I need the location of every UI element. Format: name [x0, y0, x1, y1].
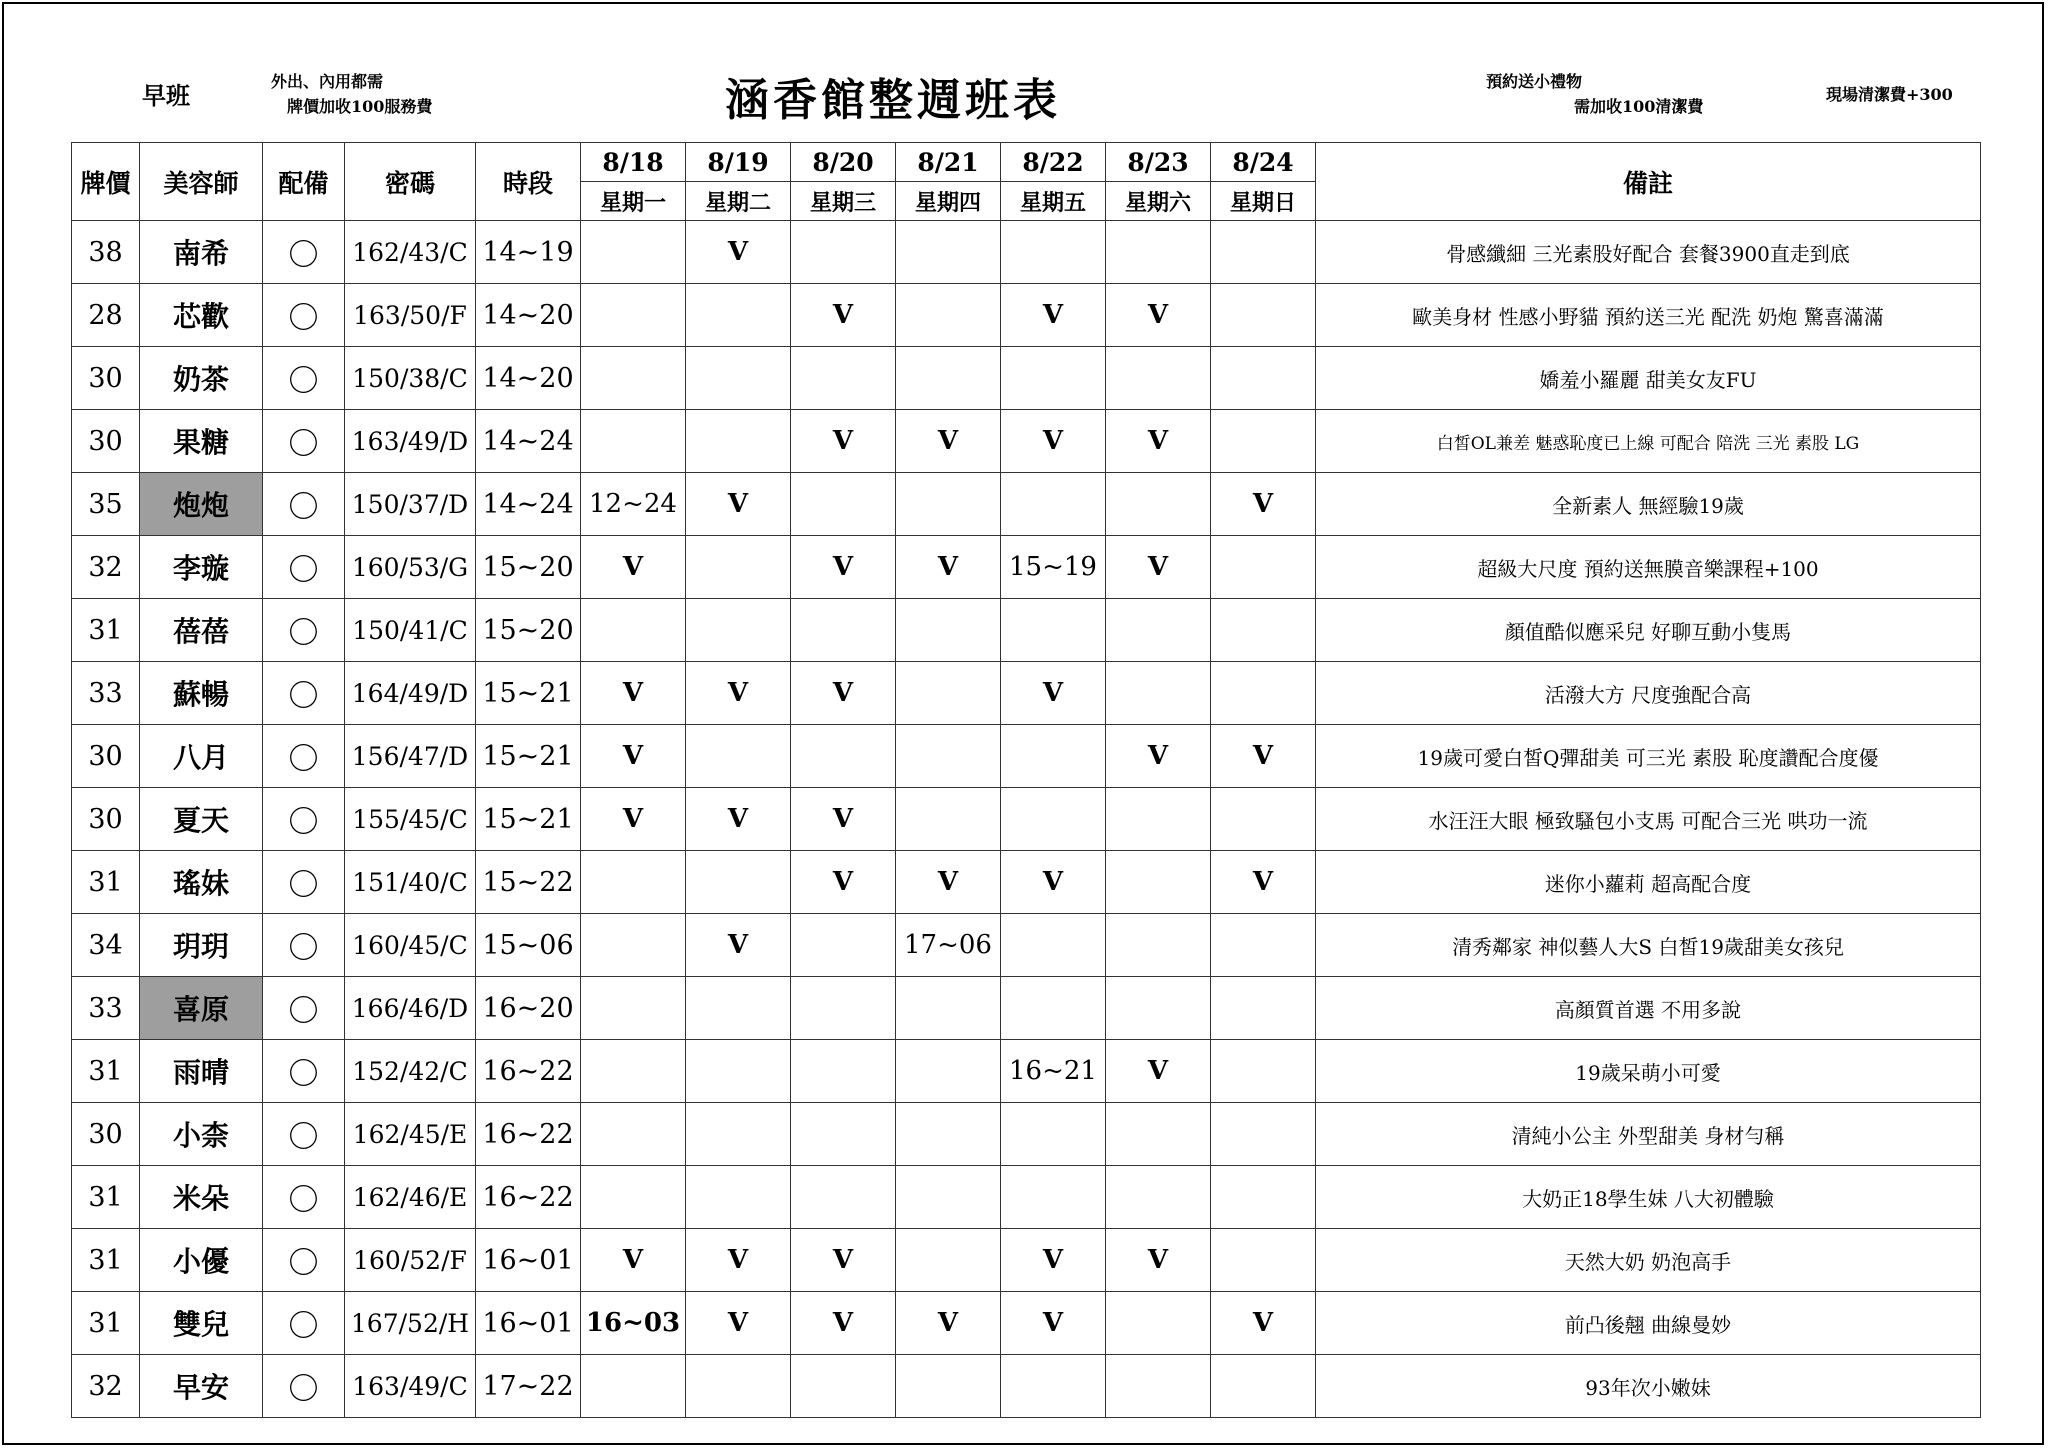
equip-circle: 〇	[263, 914, 345, 977]
price-cell: 31	[72, 1229, 140, 1292]
page-title: 涵香館整週班表	[725, 75, 1061, 126]
price-cell: 30	[72, 788, 140, 851]
hours-cell: 16~01	[476, 1229, 581, 1292]
table-row	[72, 1103, 1981, 1166]
day-cell	[1211, 662, 1316, 725]
day-cell: V	[1211, 725, 1316, 788]
code-cell: 152/42/C	[345, 1040, 476, 1103]
equip-circle: 〇	[263, 788, 345, 851]
day-cell	[896, 977, 1001, 1040]
day-cell	[1106, 977, 1211, 1040]
beautician-name: 蓓蓓	[140, 599, 263, 662]
day-cell	[581, 410, 686, 473]
hours-cell: 15~21	[476, 788, 581, 851]
equip-circle: 〇	[263, 725, 345, 788]
hours-cell: 16~22	[476, 1040, 581, 1103]
day-cell	[581, 221, 686, 284]
equip-circle: 〇	[263, 1292, 345, 1355]
day-cell	[1001, 788, 1106, 851]
day-cell: V	[1106, 410, 1211, 473]
day-cell	[1211, 1166, 1316, 1229]
day-cell	[1106, 473, 1211, 536]
day-cell: V	[1106, 1040, 1211, 1103]
day-cell	[1106, 1166, 1211, 1229]
hours-cell: 16~20	[476, 977, 581, 1040]
column-header-weekday: 星期六	[1106, 182, 1211, 221]
equip-circle: 〇	[263, 347, 345, 410]
price-cell: 31	[72, 851, 140, 914]
hours-cell: 15~20	[476, 536, 581, 599]
table-row	[72, 1040, 1981, 1103]
column-header-date: 8/23	[1106, 143, 1211, 182]
table-row	[72, 914, 1981, 977]
remark-cell: 白皙OL兼差 魅惑恥度已上線 可配合 陪洗 三光 素股 LG	[1316, 410, 1981, 473]
code-cell: 156/47/D	[345, 725, 476, 788]
code-cell: 150/41/C	[345, 599, 476, 662]
day-cell	[581, 1103, 686, 1166]
equip-circle: 〇	[263, 1229, 345, 1292]
beautician-name: 炮炮	[140, 473, 263, 536]
hours-cell: 15~21	[476, 725, 581, 788]
day-cell	[686, 1166, 791, 1229]
beautician-name: 八月	[140, 725, 263, 788]
day-cell	[1106, 662, 1211, 725]
code-cell: 150/37/D	[345, 473, 476, 536]
schedule-body	[72, 221, 1981, 1418]
hours-cell: 15~20	[476, 599, 581, 662]
code-cell: 160/52/F	[345, 1229, 476, 1292]
hours-cell: 14~20	[476, 347, 581, 410]
table-row	[72, 1292, 1981, 1355]
day-cell: V	[686, 788, 791, 851]
day-cell: 16~21	[1001, 1040, 1106, 1103]
day-cell: V	[581, 662, 686, 725]
price-cell: 33	[72, 662, 140, 725]
equip-circle: 〇	[263, 221, 345, 284]
price-cell: 31	[72, 1040, 140, 1103]
day-cell: V	[686, 221, 791, 284]
day-cell	[791, 1166, 896, 1229]
day-cell: V	[791, 851, 896, 914]
table-row	[72, 662, 1981, 725]
table-row	[72, 410, 1981, 473]
code-cell: 163/49/D	[345, 410, 476, 473]
equip-circle: 〇	[263, 977, 345, 1040]
day-cell	[581, 1166, 686, 1229]
column-header-weekday: 星期四	[896, 182, 1001, 221]
column-header-code: 密碼	[345, 143, 476, 221]
table-row	[72, 473, 1981, 536]
day-cell: 17~06	[896, 914, 1001, 977]
day-cell	[1211, 1103, 1316, 1166]
code-cell: 160/45/C	[345, 914, 476, 977]
day-cell	[1106, 914, 1211, 977]
day-cell	[581, 1040, 686, 1103]
remark-cell: 嬌羞小羅麗 甜美女友FU	[1316, 347, 1981, 410]
price-cell: 30	[72, 410, 140, 473]
day-cell	[581, 977, 686, 1040]
column-header-price: 牌價	[72, 143, 140, 221]
table-row	[72, 284, 1981, 347]
day-cell	[791, 221, 896, 284]
equip-circle: 〇	[263, 851, 345, 914]
day-cell	[1001, 725, 1106, 788]
column-header-weekday: 星期二	[686, 182, 791, 221]
column-header-date: 8/19	[686, 143, 791, 182]
day-cell: V	[1001, 662, 1106, 725]
day-cell	[896, 1166, 1001, 1229]
beautician-name: 蘇暢	[140, 662, 263, 725]
code-cell: 160/53/G	[345, 536, 476, 599]
equip-circle: 〇	[263, 1166, 345, 1229]
day-cell	[896, 221, 1001, 284]
beautician-name: 雨晴	[140, 1040, 263, 1103]
equip-circle: 〇	[263, 1103, 345, 1166]
beautician-name: 雙兒	[140, 1292, 263, 1355]
day-cell	[1106, 1292, 1211, 1355]
price-cell: 38	[72, 221, 140, 284]
day-cell	[896, 662, 1001, 725]
service-fee-note-line1: 外出、內用都需	[271, 72, 384, 91]
beautician-name: 李璇	[140, 536, 263, 599]
day-cell	[791, 1355, 896, 1418]
day-cell	[686, 725, 791, 788]
day-cell	[581, 914, 686, 977]
day-cell: V	[1211, 473, 1316, 536]
column-header-weekday: 星期三	[791, 182, 896, 221]
day-cell	[1106, 788, 1211, 851]
table-row	[72, 977, 1981, 1040]
remark-cell: 清純小公主 外型甜美 身材勻稱	[1316, 1103, 1981, 1166]
beautician-name: 早安	[140, 1355, 263, 1418]
hours-cell: 14~24	[476, 410, 581, 473]
equip-circle: 〇	[263, 410, 345, 473]
day-cell	[581, 1355, 686, 1418]
hours-cell: 16~01	[476, 1292, 581, 1355]
price-cell: 30	[72, 725, 140, 788]
remark-cell: 骨感纖細 三光素股好配合 套餐3900直走到底	[1316, 221, 1981, 284]
price-cell: 31	[72, 1292, 140, 1355]
day-cell: V	[1001, 851, 1106, 914]
day-cell: V	[1211, 851, 1316, 914]
day-cell	[896, 1040, 1001, 1103]
day-cell	[1211, 1355, 1316, 1418]
table-row	[72, 1166, 1981, 1229]
day-cell	[791, 977, 896, 1040]
day-cell	[1211, 284, 1316, 347]
hours-cell: 14~20	[476, 284, 581, 347]
beautician-name: 夏天	[140, 788, 263, 851]
day-cell	[1106, 1355, 1211, 1418]
column-header-weekday: 星期一	[581, 182, 686, 221]
day-cell	[686, 1040, 791, 1103]
column-header-date: 8/18	[581, 143, 686, 182]
day-cell	[1001, 977, 1106, 1040]
remark-cell: 93年次小嫩妹	[1316, 1355, 1981, 1418]
day-cell: V	[581, 788, 686, 851]
equip-circle: 〇	[263, 536, 345, 599]
equip-circle: 〇	[263, 599, 345, 662]
code-cell: 151/40/C	[345, 851, 476, 914]
day-cell	[896, 347, 1001, 410]
day-cell	[1001, 1355, 1106, 1418]
table-row	[72, 851, 1981, 914]
day-cell: V	[791, 662, 896, 725]
code-cell: 150/38/C	[345, 347, 476, 410]
day-cell	[686, 536, 791, 599]
day-cell	[1001, 473, 1106, 536]
table-row	[72, 536, 1981, 599]
day-cell	[686, 1103, 791, 1166]
table-row	[72, 221, 1981, 284]
day-cell	[581, 284, 686, 347]
day-cell	[581, 599, 686, 662]
day-cell	[1001, 599, 1106, 662]
price-cell: 28	[72, 284, 140, 347]
hours-cell: 14~24	[476, 473, 581, 536]
gift-note-line2: 需加收100清潔費	[1574, 97, 1704, 116]
day-cell: V	[686, 1229, 791, 1292]
remark-cell: 19歲呆萌小可愛	[1316, 1040, 1981, 1103]
day-cell	[1001, 1103, 1106, 1166]
day-cell: 16~03	[581, 1292, 686, 1355]
day-cell: V	[791, 1292, 896, 1355]
equip-circle: 〇	[263, 284, 345, 347]
table-row	[72, 599, 1981, 662]
remark-cell: 顏值酷似應采兒 好聊互動小隻馬	[1316, 599, 1981, 662]
column-header-date: 8/22	[1001, 143, 1106, 182]
table-row	[72, 347, 1981, 410]
schedule-table	[71, 142, 1981, 1418]
day-cell: V	[1211, 1292, 1316, 1355]
day-cell	[1211, 536, 1316, 599]
price-cell: 31	[72, 599, 140, 662]
price-cell: 31	[72, 1166, 140, 1229]
cleaning-fee-note: 現場清潔費+300	[1826, 85, 1953, 104]
day-cell	[686, 347, 791, 410]
equip-circle: 〇	[263, 1040, 345, 1103]
beautician-name: 奶茶	[140, 347, 263, 410]
day-cell	[1106, 1103, 1211, 1166]
day-cell	[1211, 788, 1316, 851]
column-header-date: 8/24	[1211, 143, 1316, 182]
day-cell: V	[896, 1292, 1001, 1355]
column-header-date: 8/21	[896, 143, 1001, 182]
table-row	[72, 788, 1981, 851]
day-cell: V	[791, 284, 896, 347]
remark-cell: 天然大奶 奶泡高手	[1316, 1229, 1981, 1292]
remark-cell: 19歲可愛白皙Q彈甜美 可三光 素股 恥度讚配合度優	[1316, 725, 1981, 788]
remark-cell: 清秀鄰家 神似藝人大S 白皙19歲甜美女孩兒	[1316, 914, 1981, 977]
day-cell	[1211, 977, 1316, 1040]
remark-cell: 水汪汪大眼 極致騷包小支馬 可配合三光 哄功一流	[1316, 788, 1981, 851]
day-cell	[1211, 221, 1316, 284]
hours-cell: 17~22	[476, 1355, 581, 1418]
day-cell: V	[1001, 410, 1106, 473]
day-cell	[1211, 410, 1316, 473]
column-header-weekday: 星期日	[1211, 182, 1316, 221]
day-cell	[1211, 599, 1316, 662]
day-cell: V	[686, 662, 791, 725]
hours-cell: 15~06	[476, 914, 581, 977]
price-cell: 35	[72, 473, 140, 536]
code-cell: 155/45/C	[345, 788, 476, 851]
day-cell	[686, 284, 791, 347]
remark-cell: 超級大尺度 預約送無膜音樂課程+100	[1316, 536, 1981, 599]
day-cell	[791, 914, 896, 977]
day-cell: V	[1106, 725, 1211, 788]
day-cell: V	[791, 410, 896, 473]
day-cell: V	[896, 851, 1001, 914]
day-cell	[896, 725, 1001, 788]
day-cell	[896, 599, 1001, 662]
equip-circle: 〇	[263, 1355, 345, 1418]
column-header-hours: 時段	[476, 143, 581, 221]
remark-cell: 迷你小蘿莉 超高配合度	[1316, 851, 1981, 914]
day-cell	[1001, 221, 1106, 284]
column-header-weekday: 星期五	[1001, 182, 1106, 221]
remark-cell: 前凸後翹 曲線曼妙	[1316, 1292, 1981, 1355]
hours-cell: 14~19	[476, 221, 581, 284]
price-cell: 30	[72, 1103, 140, 1166]
code-cell: 162/45/E	[345, 1103, 476, 1166]
day-cell	[791, 1040, 896, 1103]
code-cell: 163/50/F	[345, 284, 476, 347]
code-cell: 163/49/C	[345, 1355, 476, 1418]
remark-cell: 歐美身材 性感小野貓 預約送三光 配洗 奶炮 驚喜滿滿	[1316, 284, 1981, 347]
day-cell: V	[896, 536, 1001, 599]
equip-circle: 〇	[263, 662, 345, 725]
shift-label: 早班	[142, 81, 190, 110]
hours-cell: 16~22	[476, 1103, 581, 1166]
column-header-equip: 配備	[263, 143, 345, 221]
day-cell: V	[581, 536, 686, 599]
day-cell	[581, 851, 686, 914]
day-cell: V	[581, 725, 686, 788]
day-cell: 12~24	[581, 473, 686, 536]
remark-cell: 高顏質首選 不用多說	[1316, 977, 1981, 1040]
day-cell	[1106, 851, 1211, 914]
day-cell	[791, 473, 896, 536]
day-cell	[896, 788, 1001, 851]
table-row	[72, 1229, 1981, 1292]
price-cell: 33	[72, 977, 140, 1040]
day-cell: V	[791, 788, 896, 851]
day-cell	[896, 1355, 1001, 1418]
day-cell: V	[896, 410, 1001, 473]
column-header-date: 8/20	[791, 143, 896, 182]
day-cell: V	[791, 536, 896, 599]
day-cell	[791, 599, 896, 662]
day-cell: V	[1106, 284, 1211, 347]
day-cell	[896, 284, 1001, 347]
remark-cell: 大奶正18學生妹 八大初體驗	[1316, 1166, 1981, 1229]
day-cell	[686, 410, 791, 473]
day-cell: 15~19	[1001, 536, 1106, 599]
code-cell: 164/49/D	[345, 662, 476, 725]
hours-cell: 16~22	[476, 1166, 581, 1229]
code-cell: 166/46/D	[345, 977, 476, 1040]
beautician-name: 喜原	[140, 977, 263, 1040]
day-cell: V	[581, 1229, 686, 1292]
day-cell	[791, 347, 896, 410]
hours-cell: 15~22	[476, 851, 581, 914]
remark-cell: 全新素人 無經驗19歲	[1316, 473, 1981, 536]
day-cell	[791, 1103, 896, 1166]
day-cell	[686, 977, 791, 1040]
hours-cell: 15~21	[476, 662, 581, 725]
day-cell: V	[1001, 284, 1106, 347]
day-cell	[896, 1229, 1001, 1292]
day-cell	[1106, 599, 1211, 662]
beautician-name: 玥玥	[140, 914, 263, 977]
beautician-name: 米朵	[140, 1166, 263, 1229]
day-cell	[791, 725, 896, 788]
day-cell	[896, 1103, 1001, 1166]
code-cell: 162/43/C	[345, 221, 476, 284]
price-cell: 32	[72, 536, 140, 599]
day-cell	[1106, 221, 1211, 284]
day-cell	[1001, 347, 1106, 410]
remark-cell: 活潑大方 尺度強配合高	[1316, 662, 1981, 725]
day-cell: V	[1106, 536, 1211, 599]
day-cell: V	[1001, 1292, 1106, 1355]
day-cell	[1211, 347, 1316, 410]
day-cell	[1106, 347, 1211, 410]
price-cell: 30	[72, 347, 140, 410]
beautician-name: 小優	[140, 1229, 263, 1292]
code-cell: 167/52/H	[345, 1292, 476, 1355]
beautician-name: 果糖	[140, 410, 263, 473]
day-cell	[1211, 1229, 1316, 1292]
day-cell	[896, 473, 1001, 536]
day-cell: V	[686, 473, 791, 536]
day-cell	[686, 1355, 791, 1418]
day-cell	[686, 851, 791, 914]
table-row	[72, 725, 1981, 788]
day-cell	[1001, 914, 1106, 977]
day-cell	[581, 347, 686, 410]
day-cell: V	[686, 1292, 791, 1355]
gift-note-line1: 預約送小禮物	[1486, 72, 1583, 91]
price-cell: 32	[72, 1355, 140, 1418]
beautician-name: 瑤妹	[140, 851, 263, 914]
day-cell: V	[686, 914, 791, 977]
column-header-beautician: 美容師	[140, 143, 263, 221]
column-header-remarks: 備註	[1316, 143, 1981, 221]
day-cell: V	[1106, 1229, 1211, 1292]
beautician-name: 南希	[140, 221, 263, 284]
day-cell: V	[1001, 1229, 1106, 1292]
day-cell	[1211, 914, 1316, 977]
day-cell	[1211, 1040, 1316, 1103]
day-cell	[1001, 1166, 1106, 1229]
code-cell: 162/46/E	[345, 1166, 476, 1229]
beautician-name: 芯歡	[140, 284, 263, 347]
equip-circle: 〇	[263, 473, 345, 536]
beautician-name: 小柰	[140, 1103, 263, 1166]
day-cell	[686, 599, 791, 662]
service-fee-note-line2: 牌價加收100服務費	[287, 97, 433, 116]
day-cell: V	[791, 1229, 896, 1292]
price-cell: 34	[72, 914, 140, 977]
table-row	[72, 1355, 1981, 1418]
